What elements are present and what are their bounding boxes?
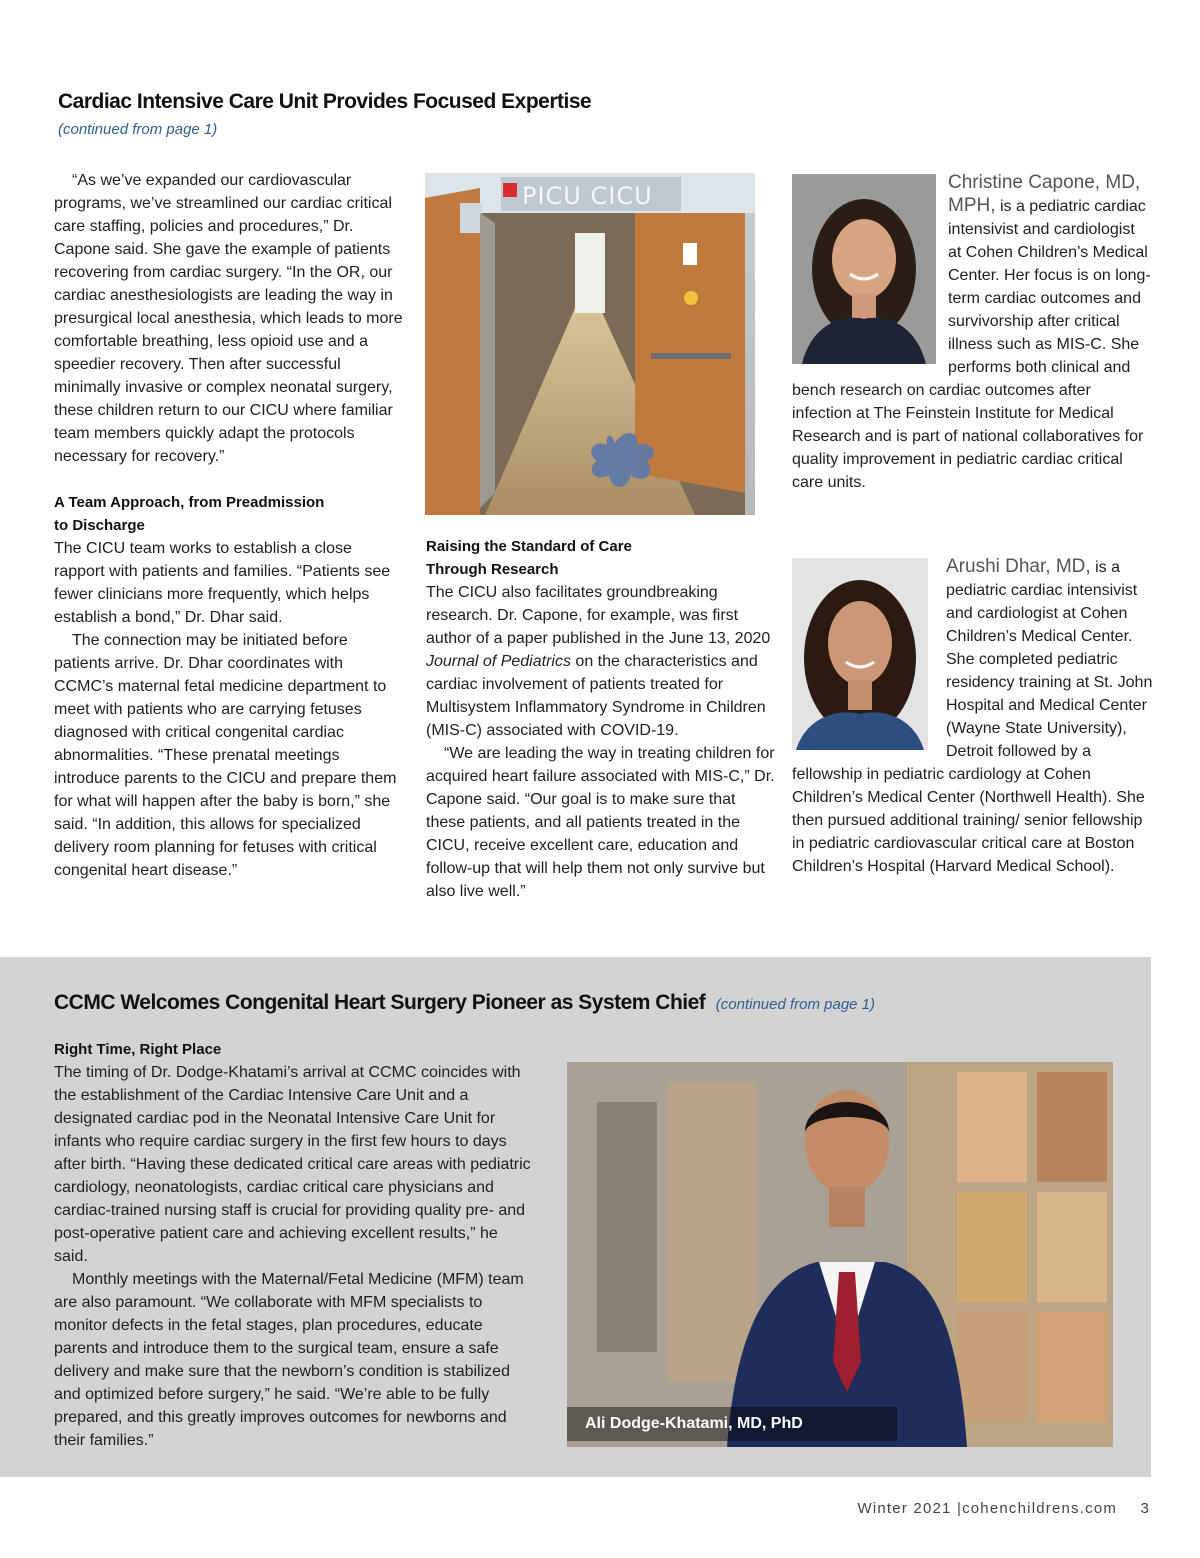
dhar-bio [792,556,1154,878]
paragraph: Monthly meetings with the Maternal/Fetal Medicine (MFM) team are also paramount. “We collaborate with MFM specialists to monitor defects in the fetal stages, plan procedures, educate parents and introduce them to the surgical team, ensure a safe delivery and make sure that the newborn’s condition is stabilized and optimized before surgery,” he said. “We’re able to be fully prepared, and this greatly improves outcomes for newborns and their families.” [54,1271,524,1449]
subheading-line: Raising the Standard of Care [426,538,632,555]
text-run: The CICU also facilitates groundbreaking research. Dr. Capone, for example, was first author of a paper published in the June 13, 2020 [426,584,771,647]
subheading-line: Through Research [426,561,559,578]
float-spacer [792,172,948,368]
bio-text: is a pediatric cardiac intensivist and cardiologist at Cohen Children’s Medical Center. She completed pediatric residency training at St. John Hospital and Medical Center (Wayne State University), Detroit followed by a fellowship in pediatric cardiology at Cohen Children’s Medical Center (Northwell Health). She then pursued additional training/ senior fellowship in pediatric cardiovascular critical care at Boston Children’s Hospital (Harvard Medical School). [792,559,1153,875]
person-name: Arushi Dhar, MD, [946,556,1091,577]
page-footer [858,1500,1151,1517]
continued-note: (continued from page 1) [715,996,876,1013]
surgeon-illustration [567,1062,1113,1447]
column-2 [426,535,776,903]
subheading-line: to Discharge [54,517,145,534]
related-article-title: CCMC Welcomes Congenital Heart Surgery Pioneer as System Chief [54,991,706,1014]
page-number: 3 [1140,1500,1150,1517]
photo-caption: Ali Dodge-Khatami, MD, PhD [585,1415,803,1432]
unit-sign: PICU CICU [522,182,653,210]
hallway-photo [425,173,755,515]
issue-label: Winter 2021 [857,1500,952,1517]
website-link[interactable]: cohenchildrens.com [962,1500,1118,1517]
journal-title: Journal of Pediatrics [426,653,571,670]
subheading: Right Time, Right Place [54,1041,222,1058]
subheading-line: A Team Approach, from Preadmission [54,494,325,511]
float-spacer [792,556,946,752]
capone-bio [792,172,1152,494]
paragraph [426,581,776,742]
surgeon-photo [567,1062,1113,1447]
hallway-illustration [425,173,755,515]
bio-text: is a pediatric cardiac intensivist and cardiologist at Cohen Children’s Medical Center. Her focus is on long-term cardiac outcomes and survivorship after critical illness such as MIS-C. She performs both clinical and bench research on cardiac outcomes after infection at The Feinstein Institute for Medical Research and is part of national collaboratives for quality improvement in pediatric cardiac critical care units. [792,198,1151,491]
footer-separator: | [956,1500,963,1517]
related-article-body [54,1038,534,1452]
person-name: Christine Capone, MD, MPH, [948,172,1141,216]
continued-note: (continued from page 1) [58,121,218,138]
article-title: Cardiac Intensive Care Unit Provides Focused Expertise [58,90,592,113]
paragraph: The connection may be initiated before patients arrive. Dr. Dhar coordinates with CCMC’s maternal fetal medicine department to meet with patients who are carrying fetuses diagnosed with critical congenital cardiac abnormalities. “These prenatal meetings introduce parents to the CICU and prepare them for what will happen after the baby is born,” she said. “In addition, this allows for specialized delivery room planning for fetuses with critical congenital heart disease.” [54,632,397,879]
text-run: on the characteristics and cardiac involvement of patients treated for Multisystem Inflammatory Syndrome in Children (MIS-C) associated with COVID-19. [426,653,766,739]
paragraph: The timing of Dr. Dodge-Khatami’s arrival at CCMC coincides with the establishment of the Cardiac Intensive Care Unit and a designated cardiac pod in the Neonatal Intensive Care Unit for infants who require cardiac surgery in the first few hours to days after birth. “Having these dedicated critical care areas with pediatric cardiology, neonatologists, cardiac critical care physicians and cardiac-trained nursing staff is crucial for providing quality pre- and post-operative patient care and achieving excellent results,” he said. [54,1064,531,1265]
related-title-row [54,991,875,1015]
paragraph: “We are leading the way in treating children for acquired heart failure associated with MIS-C,” Dr. Capone said. “Our goal is to make sure that these patients, and all patients treated in the CICU, receive excellent care, education and follow-up that will help them not only survive but also live well.” [426,745,775,900]
related-article-panel [0,957,1151,1477]
subheading [426,535,776,581]
paragraph: The CICU team works to establish a close rapport with patients and families. “Patients see fewer clinicians more frequently, which helps establish a bond,” Dr. Dhar said. [54,540,391,626]
paragraph: “As we’ve expanded our cardiovascular programs, we’ve streamlined our cardiac critical care staffing, policies and procedures,” Dr. Capone said. She gave the example of patients recovering from cardiac surgery. “In the OR, our cardiac anesthesiologists are leading the way in presurgical local anesthesia, which leads to more comfortable breathing, less opioid use and a speedier recovery. Then after successful minimally invasive or complex neonatal surgery, these children return to our CICU where familiar team members quickly adapt the protocols necessary for recovery.” [54,172,403,465]
subheading [54,491,404,537]
column-1 [54,169,404,882]
